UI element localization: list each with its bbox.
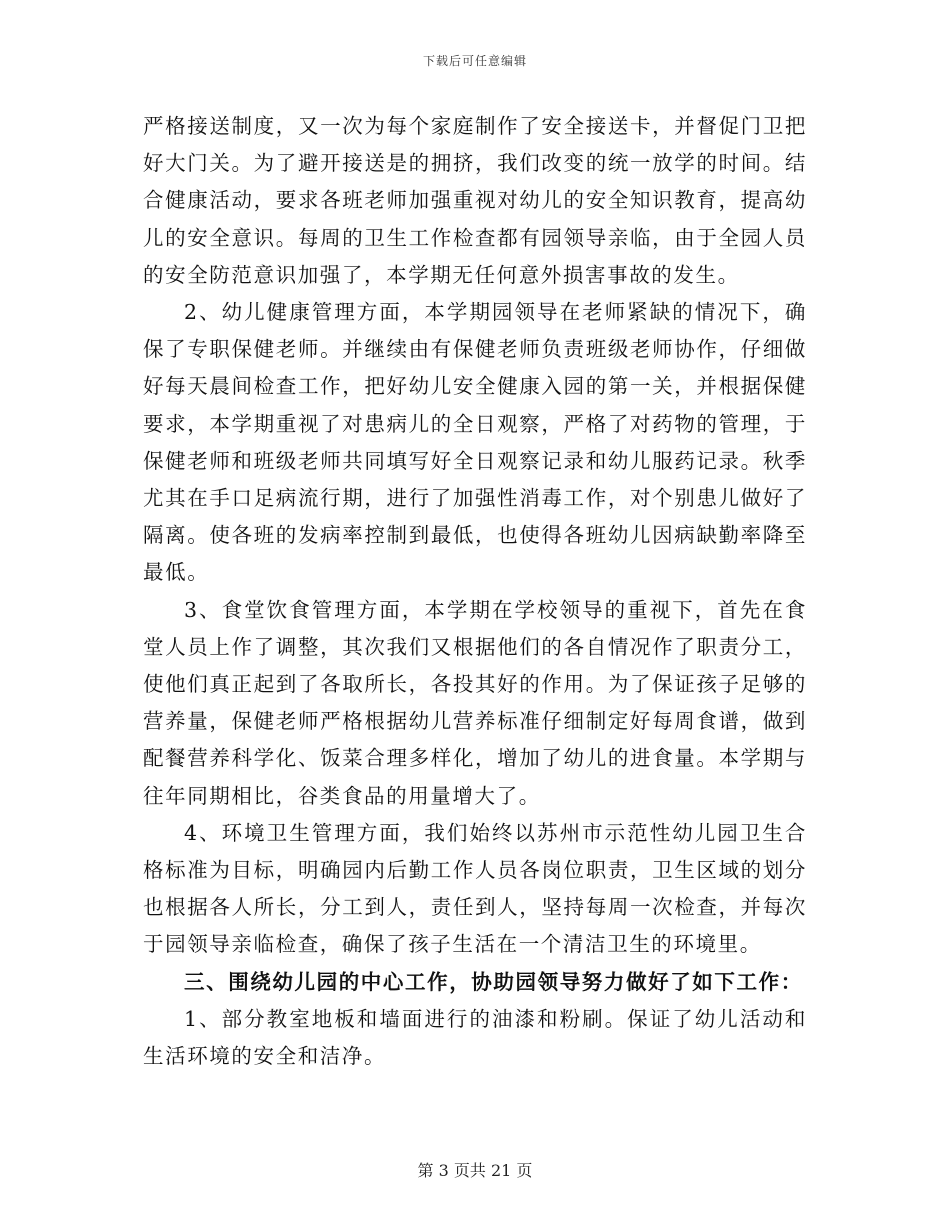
section-heading: 三、围绕幼儿园的中心工作，协助园领导努力做好了如下工作： — [184, 969, 803, 994]
paragraph-health-management: 2、幼儿健康管理方面，本学期园领导在老师紧缺的情况下，确保了专职保健老师。并继续由有保健老师负责班级老师协作，仔细做好每天晨间检查工作，把好幼儿安全健康入园的第一关，并根据保健要求，本学期重视了对患病儿的全日观察，严格了对药物的管理，于保健老师和班级老师共同填写好全日观察记录和幼儿服药记录。秋季尤其在手口足病流行期，进行了加强性消毒工作，对个别患儿做好了隔离。使各班的发病率控制到最低，也使得各班幼儿因病缺勤率降至最低。 — [143, 300, 807, 585]
paragraph-classroom-painting: 1、部分教室地板和墙面进行的油漆和粉刷。保证了幼儿活动和生活环境的安全和洁净。 — [143, 1006, 807, 1069]
document-body — [143, 108, 807, 1075]
paragraph-continuation: 严格接送制度，又一次为每个家庭制作了安全接送卡，并督促门卫把好大门关。为了避开接送是的拥挤，我们改变的统一放学的时间。结合健康活动，要求各班老师加强重视对幼儿的安全知识教育，提高幼儿的安全意识。每周的卫生工作检查都有园领导亲临，由于全园人员的安全防范意识加强了，本学期无任何意外损害事故的发生。 — [143, 114, 807, 287]
paragraph-environment-hygiene: 4、环境卫生管理方面，我们始终以苏州市示范性幼儿园卫生合格标准为目标，明确园内后勤工作人员各岗位职责，卫生区域的划分也根据各人所长，分工到人，责任到人，坚持每周一次检查，并每次于园领导亲临检查，确保了孩子生活在一个清洁卫生的环境里。 — [143, 820, 807, 957]
page-header: 下载后可任意编辑 — [422, 54, 527, 68]
page-number: 第 3 页共 21 页 — [417, 1161, 533, 1180]
paragraph-canteen-management: 3、食堂饮食管理方面，本学期在学校领导的重视下，首先在食堂人员上作了调整，其次我们又根据他们的各自情况作了职责分工，使他们真正起到了各取所长，各投其好的作用。为了保证孩子足够的营养量，保健老师严格根据幼儿营养标准仔细制定好每周食谱，做到配餐营养科学化、饭菜合理多样化，增加了幼儿的进食量。本学期与往年同期相比，谷类食品的用量增大了。 — [143, 597, 807, 808]
